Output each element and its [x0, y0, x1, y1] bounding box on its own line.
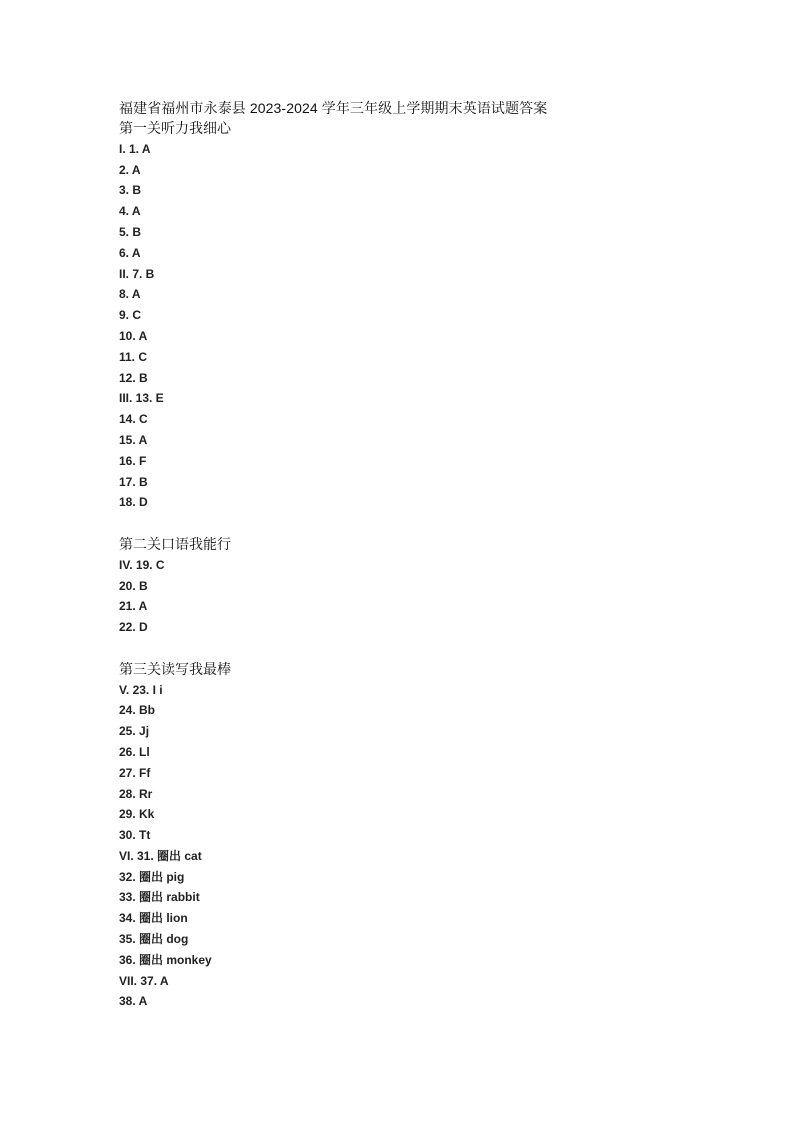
section-spacer: [119, 638, 739, 659]
answer-line: 21. A: [119, 599, 148, 614]
section-heading-speaking: 第二关口语我能行: [119, 535, 231, 552]
answer-line: VII. 37. A: [119, 973, 169, 988]
answer-line: 9. C: [119, 308, 142, 323]
answer-line: 11. C: [119, 349, 148, 364]
answer-line: 29. Kk: [119, 807, 155, 822]
answer-line: 33. 圈出 rabbit: [119, 890, 200, 905]
answer-line: V. 23. I i: [119, 682, 163, 697]
answer-line: 15. A: [119, 432, 148, 447]
answer-line: 30. Tt: [119, 828, 151, 843]
answer-line: II. 7. B: [119, 266, 155, 281]
answer-line: 6. A: [119, 245, 141, 260]
answer-line: 4. A: [119, 204, 141, 219]
answer-key-content: [119, 98, 739, 1012]
answer-line: 17. B: [119, 474, 148, 489]
section-heading-listening: 第一关听力我细心: [119, 120, 231, 136]
answer-line: 24. Bb: [119, 703, 156, 718]
answer-line: IV. 19. C: [119, 557, 165, 572]
answer-line: 36. 圈出 monkey: [119, 952, 212, 967]
answer-line: 22. D: [119, 620, 148, 635]
answer-line: 18. D: [119, 495, 148, 510]
section-heading-reading-writing: 第三关读写我最棒: [119, 660, 231, 677]
answer-line: 20. B: [119, 578, 148, 593]
answer-line: VI. 31. 圈出 cat: [119, 848, 202, 863]
answer-line: 35. 圈出 dog: [119, 932, 189, 947]
answer-line: I. 1. A: [119, 141, 151, 156]
section-spacer: [119, 513, 739, 534]
answer-line: 27. Ff: [119, 765, 151, 780]
answer-line: 12. B: [119, 370, 148, 385]
document-title: 福建省福州市永泰县 2023-2024 学年三年级上学期期末英语试题答案: [119, 100, 548, 116]
answer-line: 25. Jj: [119, 724, 150, 739]
answer-line: 3. B: [119, 183, 142, 198]
answer-line: 26. Ll: [119, 744, 150, 759]
answer-line: 34. 圈出 lion: [119, 911, 188, 926]
answer-line: 28. Rr: [119, 786, 153, 801]
answer-line: 10. A: [119, 328, 148, 343]
answer-line: 8. A: [119, 287, 141, 302]
answer-line: 5. B: [119, 224, 142, 239]
answer-line: III. 13. E: [119, 391, 164, 406]
answer-line: 38. A: [119, 994, 148, 1009]
answer-line: 16. F: [119, 453, 147, 468]
answer-line: 2. A: [119, 162, 141, 177]
answer-line: 32. 圈出 pig: [119, 869, 185, 884]
answer-line: 14. C: [119, 412, 148, 427]
